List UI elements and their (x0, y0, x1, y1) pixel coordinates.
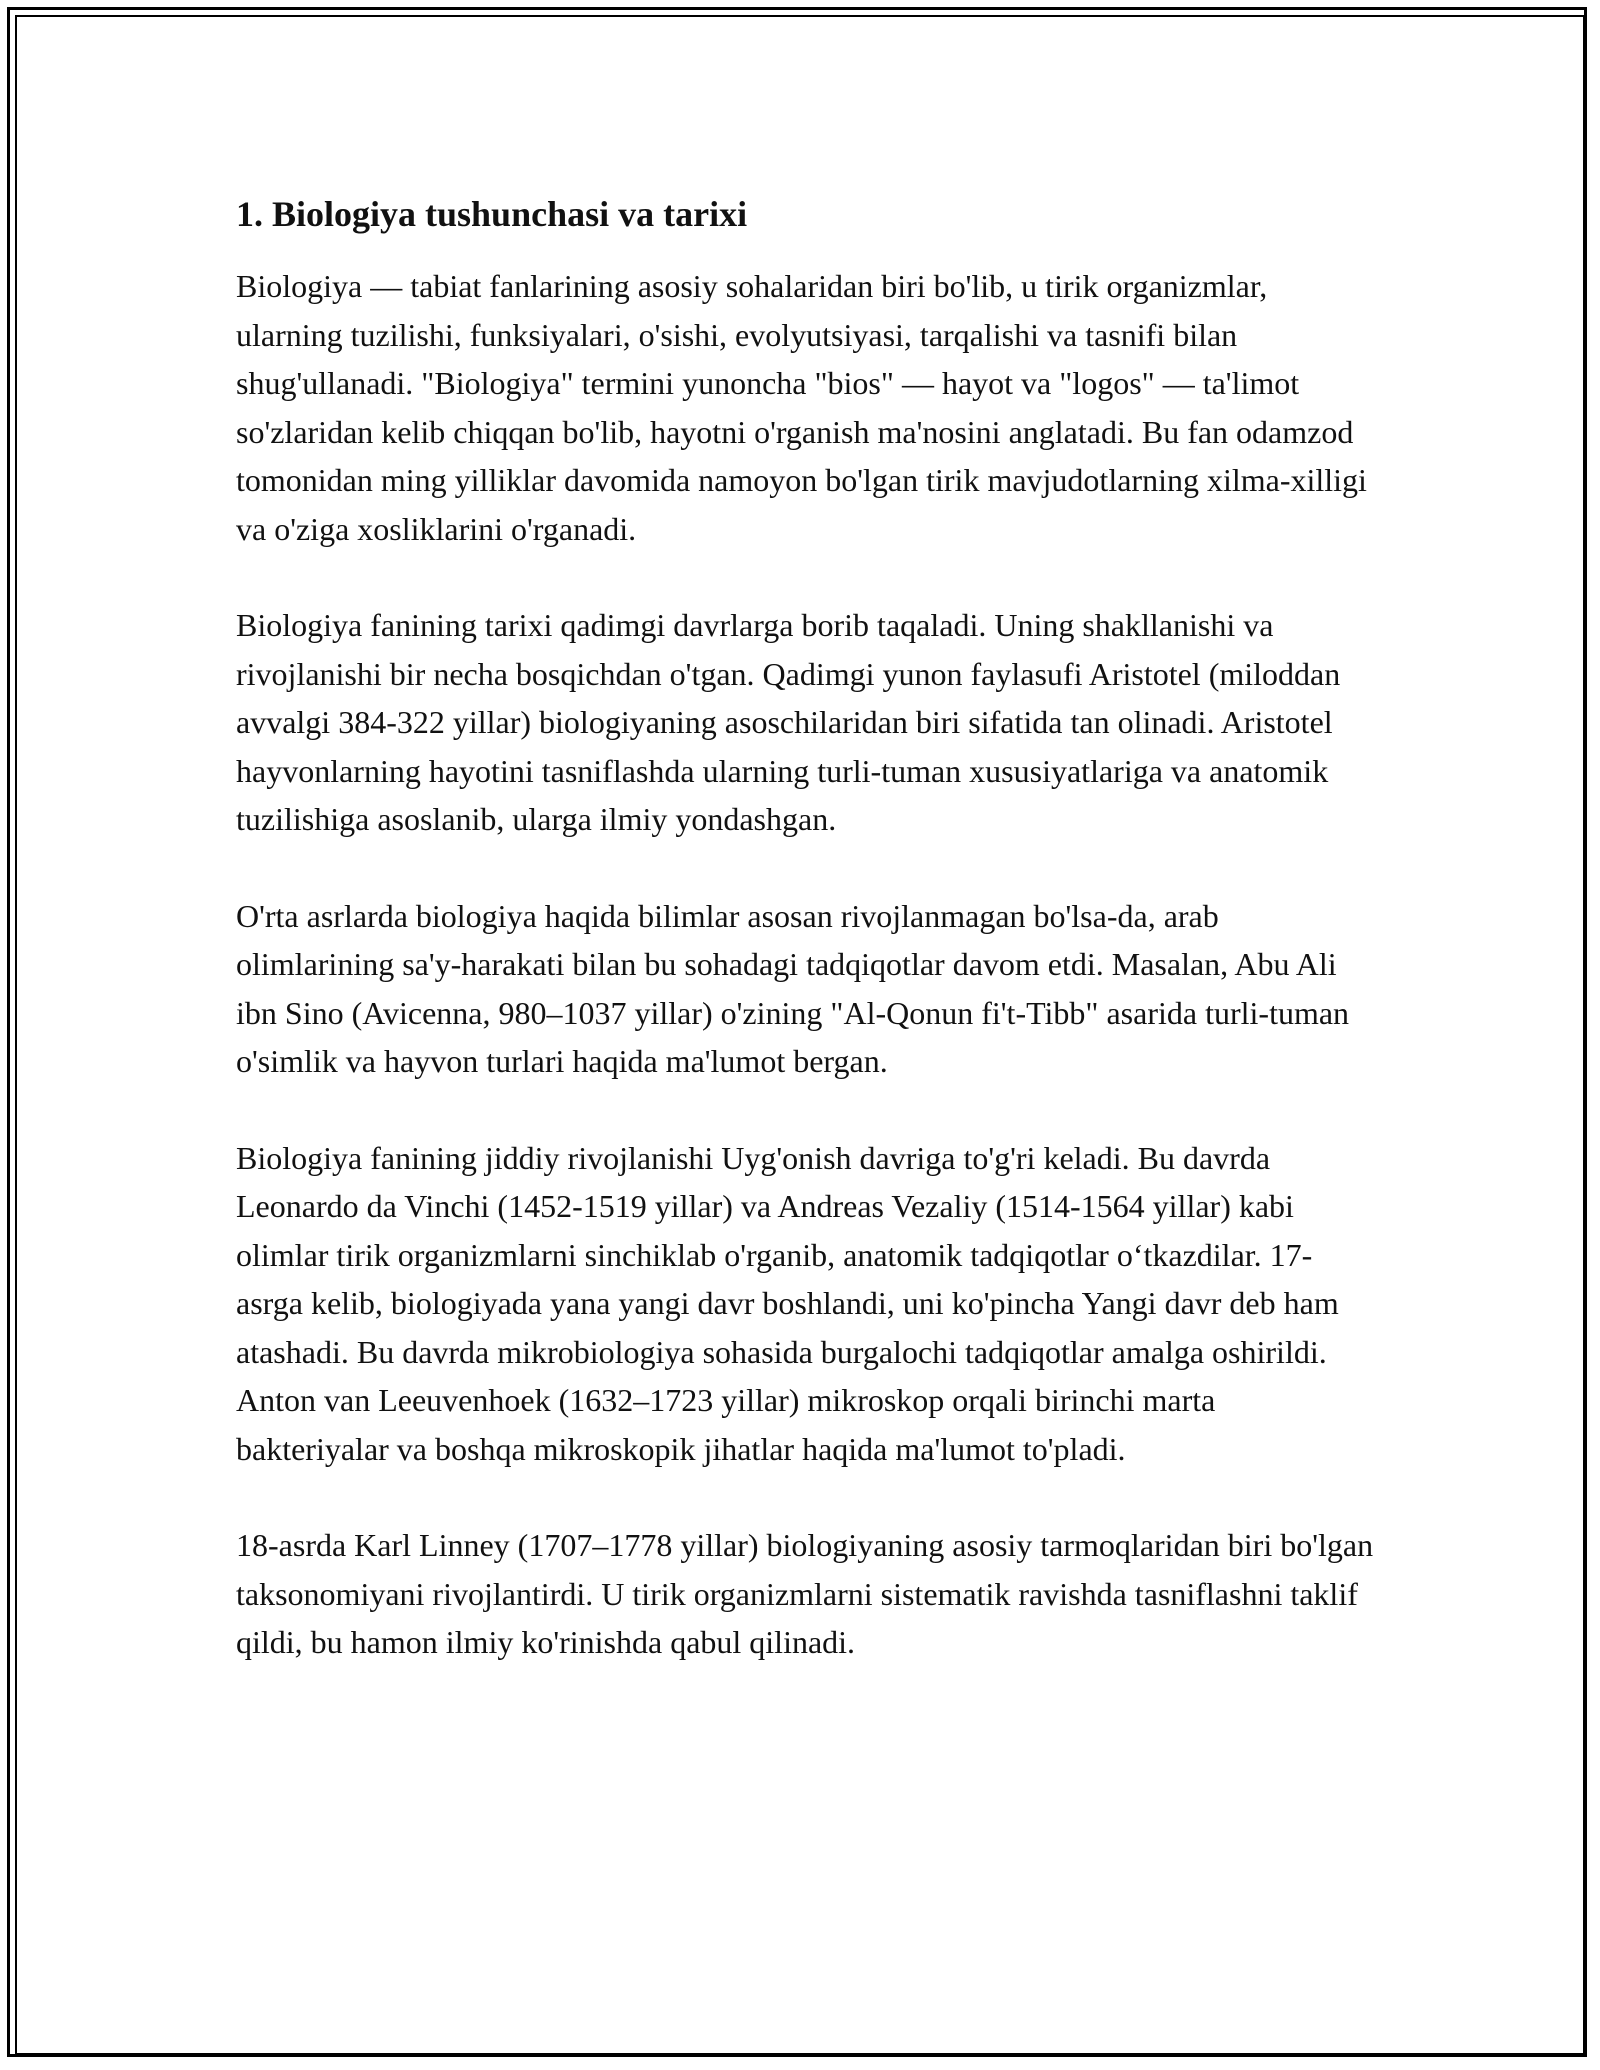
paragraph-history-ancient: Biologiya fanining tarixi qadimgi davrlarga borib taqaladi. Uning shakllanishi va rivojlanishi bir necha bosqichdan o'tgan. Qadimgi yunon faylasufi Aristotel (miloddan avvalgi 384-322 yillar) biologiyaning asoschilaridan biri sifatida tan olinadi. Aristotel hayvonlarning hayotini tasniflashda ularning turli-tuman xususiyatlariga va anatomik tuzilishiga asoslanib, ularga ilmiy yondashgan. (236, 607, 1341, 837)
paragraph-linnaeus: 18-asrda Karl Linney (1707–1778 yillar) biologiyaning asosiy tarmoqlaridan biri bo'lgan taksonomiyani rivojlantirdi. U tirik organizmlarni sistematik ravishda tasniflashni taklif qildi, bu hamon ilmiy ko'rinishda qabul qilinadi. (236, 1527, 1374, 1660)
paragraph-intro: Biologiya — tabiat fanlarining asosiy sohalaridan biri bo'lib, u tirik organizmlar, ularning tuzilishi, funksiyalari, o'sishi, evolyutsiyasi, tarqalishi va tasnifi bilan shug'ullanadi. "Biologiya" termini yunoncha "bios" — hayot va "logos" — ta'limot so'zlaridan kelib chiqqan bo'lib, hayotni o'rganish ma'nosini anglatadi. Bu fan odamzod tomonidan ming yilliklar davomida namoyon bo'lgan tirik mavjudotlarning xilma-xilligi va o'ziga xosliklarini o'rganadi. (236, 268, 1367, 547)
document-body (236, 188, 1376, 1715)
paragraph-renaissance: Biologiya fanining jiddiy rivojlanishi Uyg'onish davriga to'g'ri keladi. Bu davrda Leonardo da Vinchi (1452-1519 yillar) va Andreas Vezaliy (1514-1564 yillar) kabi olimlar tirik organizmlarni sinchiklab o'rganib, anatomik tadqiqotlar o‘tkazdilar. 17-asrga kelib, biologiyada yana yangi davr boshlandi, uni ko'pincha Yangi davr deb ham atashadi. Bu davrda mikrobiologiya sohasida burgalochi tadqiqotlar amalga oshirildi. Anton van Leeuvenhoek (1632–1723 yillar) mikroskop orqali birinchi marta bakteriyalar va boshqa mikroskopik jihatlar haqida ma'lumot to'pladi. (236, 1139, 1339, 1467)
paragraph-middle-ages: O'rta asrlarda biologiya haqida bilimlar asosan rivojlanmagan bo'lsa-da, arab olimlarining sa'y-harakati bilan bu sohadagi tadqiqotlar davom etdi. Masalan, Abu Ali ibn Sino (Avicenna, 980–1037 yillar) o'zining "Al-Qonun fi't-Tibb" asarida turli-tuman o'simlik va hayvon turlari haqida ma'lumot bergan. (236, 897, 1350, 1079)
section-title: 1. Biologiya tushunchasi va tarixi (236, 194, 748, 234)
